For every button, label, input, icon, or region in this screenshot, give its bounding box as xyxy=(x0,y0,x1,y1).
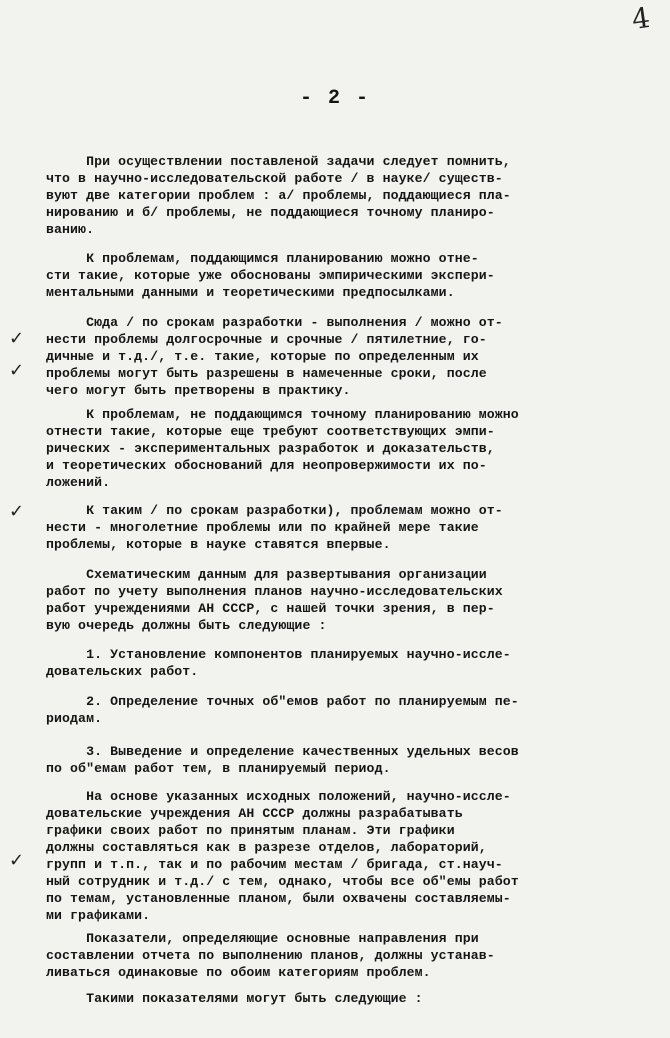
paragraph: 3. Выведение и определение качественных удельных весов по об"емам работ тем, в планируемый период. xyxy=(46,744,519,776)
paragraph: К проблемам, не поддающимся точному планированию можно отнести такие, которые еще требуют соответствующих эмпи- рических - экспериментальных разработок и доказательств, и теоретических обоснований для неопровержимости их по- ложений. xyxy=(46,407,519,490)
paragraph: 1. Установление компонентов планируемых научно-иссле- довательских работ. xyxy=(46,647,511,679)
paragraph: На основе указанных исходных положений, научно-иссле- довательские учреждения АН СССР должны разрабатывать графики своих работ по принятым планам. Эти графики должны составляться как в разрезе отделов, лабораторий, групп и т.п., так и по рабочим местам / бригада, ст.науч- ный сотрудник и т.д./ с тем, однако, чтобы все об"емы работ по темам, установленные планом, были охвачены составляемы- ми графиками. xyxy=(46,789,519,923)
page-number: - 2 - xyxy=(299,87,370,110)
paragraph: При осуществлении поставленой задачи следует помнить, что в научно-исследовательской работе / в науке/ существ- вуют две категории проблем : а/ проблемы, поддающиеся пла- нированию и б/ проблемы, не поддающиеся точному планиро- ванию. xyxy=(46,154,511,237)
margin-check-mark: ✓ xyxy=(9,850,25,871)
paragraph: Показатели, определяющие основные направления при составлении отчета по выполнению планов, должны устанав- ливаться одинаковые по обоим категориям проблем. xyxy=(46,931,495,980)
paragraph: Сюда / по срокам разработки - выполнения / можно от- нести проблемы долгосрочные и срочные / пятилетние, го- дичные и т.д./, т.е. такие, которые по определенным их проблемы могут быть разрешены в намеченные сроки, после чего могут быть претворены в практику. xyxy=(46,315,503,398)
paragraph: Схематическим данным для развертывания организации работ по учету выполнения планов научно-исследовательских работ учреждениями АН СССР, с нашей точки зрения, в пер- вую очередь должны быть следующие : xyxy=(46,567,503,633)
margin-check-mark: ✓ xyxy=(9,360,25,381)
handwritten-page-mark: 4 xyxy=(629,0,653,37)
paragraph: К проблемам, поддающимся планированию можно отне- сти такие, которые уже обоснованы эмпирическими экспери- ментальными данными и теоретическими предпосылками. xyxy=(46,251,495,300)
margin-check-mark: ✓ xyxy=(9,328,25,349)
paragraph: К таким / по срокам разработки), проблемам можно от- нести - многолетние проблемы или по крайней мере такие проблемы, которые в науке ставятся впервые. xyxy=(46,503,503,552)
margin-check-mark: ✓ xyxy=(9,501,25,522)
paragraph: Такими показателями могут быть следующие : xyxy=(46,991,423,1006)
paragraph: 2. Определение точных об"емов работ по планируемым пе- риодам. xyxy=(46,694,519,726)
